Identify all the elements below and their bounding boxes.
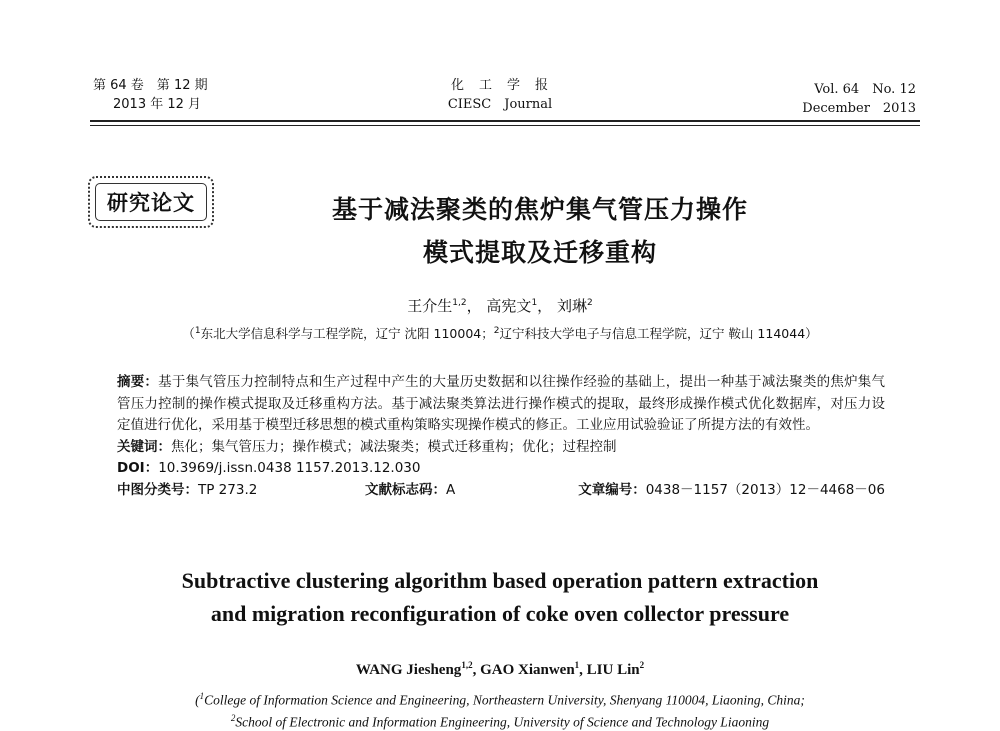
affiliation-sup-1: 1 — [194, 325, 201, 336]
affiliation-en-sup-2: 2 — [230, 713, 236, 723]
abstract-text: 基于集气管压力控制特点和生产过程中产生的大量历史数据和以往操作经验的基础上，提出一种基于减法聚类的焦炉集气管压力控制的操作模式提取及迁移重构方法。基于减法聚类算法进行操作模式的提取，最终形成操作模式优化数据库，对压力设定值进行优化，采用基于模型迁移思想的模式重构策略实现操作模式的修正。工业应用试验验证了所提方法的有效性。 — [117, 374, 886, 433]
author-en-sep: , — [579, 662, 587, 678]
affiliation-en-open: ( — [195, 692, 200, 708]
doi — [117, 458, 885, 480]
header-rule-thin — [90, 125, 920, 126]
keywords — [117, 437, 885, 459]
affiliation-sup-2: 2 — [493, 325, 500, 336]
author-cn-3-sup: 2 — [586, 298, 593, 308]
journal-name-cn: 化 工 学 报 — [450, 78, 549, 93]
doc-code-label: 文献标志码： — [365, 481, 446, 498]
author-cn-1: 王介生 — [407, 297, 453, 315]
journal-date-cn: 2013 年 12 月 — [113, 97, 202, 112]
title-cn-line1: 基于减法聚类的焦炉集气管压力操作 — [331, 195, 748, 224]
article-number — [578, 480, 885, 502]
title-cn-line2: 模式提取及迁移重构 — [422, 238, 657, 267]
author-en-1: WANG Jiesheng — [355, 662, 462, 678]
abstract-block — [117, 372, 885, 502]
affiliation-en-2 — [100, 713, 900, 731]
section-tag — [88, 176, 214, 228]
keywords-text: 焦化；集气管压力；操作模式；减法聚类；模式迁移重构；优化；过程控制 — [171, 438, 617, 455]
keywords-label: 关键词： — [117, 438, 171, 455]
affiliation-open: （ — [182, 326, 195, 341]
author-en-2-sup: 1 — [574, 660, 580, 670]
author-cn-1-sup: 1,2 — [452, 298, 467, 308]
title-en-line2: and migration reconfiguration of coke oven collector pressure — [210, 601, 790, 626]
affiliation-cn-2: 辽宁科技大学电子与信息工程学院，辽宁 鞍山 114044） — [499, 326, 818, 341]
affiliation-en-1 — [100, 691, 900, 709]
author-en-3: LIU Lin — [586, 662, 640, 678]
article-number-label: 文章编号： — [578, 481, 646, 498]
classification — [117, 480, 257, 502]
journal-name-en: CIESC Journal — [447, 97, 553, 112]
affiliation-en-line2: School of Electronic and Information Engineering, University of Science and Technology Liaoning — [235, 714, 770, 730]
author-cn-2: 高宪文 — [486, 297, 532, 315]
title-en-line1: Subtractive clustering algorithm based operation pattern extraction — [181, 568, 819, 593]
author-sep: ， — [466, 297, 482, 315]
authors-en — [90, 660, 910, 679]
journal-volume-en: Vol. 64 No. 12 — [814, 82, 916, 97]
classification-value: TP 273.2 — [198, 481, 258, 498]
affiliation-en-sup-1: 1 — [199, 691, 205, 701]
doi-label: DOI： — [117, 460, 159, 476]
abstract-label: 摘要： — [117, 374, 159, 390]
doc-code — [365, 480, 455, 502]
affiliation-cn — [90, 324, 910, 342]
author-en-1-sup: 1,2 — [461, 660, 473, 670]
author-en-3-sup: 2 — [639, 660, 645, 670]
authors-cn — [300, 295, 700, 316]
section-tag-label: 研究论文 — [107, 191, 195, 215]
author-en-sep: , — [472, 662, 481, 678]
doc-code-value: A — [446, 481, 456, 498]
journal-date-en: December 2013 — [802, 101, 916, 116]
author-en-2: GAO Xianwen — [480, 662, 575, 678]
doi-text: 10.3969/j.issn.0438 1157.2013.12.030 — [158, 460, 421, 476]
author-cn-2-sup: 1 — [531, 298, 538, 308]
author-cn-3: 刘琳 — [556, 297, 587, 315]
header-rule-thick — [90, 120, 920, 122]
abstract — [117, 372, 885, 437]
affiliation-en-line1: College of Information Science and Engineering, Northeastern University, Shenyang 110004, Liaoning, China; — [204, 692, 805, 708]
author-sep: ， — [537, 297, 553, 315]
classification-row — [117, 480, 885, 502]
journal-volume: 第 64 卷 第 12 期 — [93, 78, 208, 93]
classification-label: 中图分类号： — [117, 481, 198, 498]
article-number-value: 0438－1157（2013）12－4468－06 — [645, 481, 885, 498]
affiliation-cn-1: 东北大学信息科学与工程学院，辽宁 沈阳 110004； — [200, 326, 494, 341]
